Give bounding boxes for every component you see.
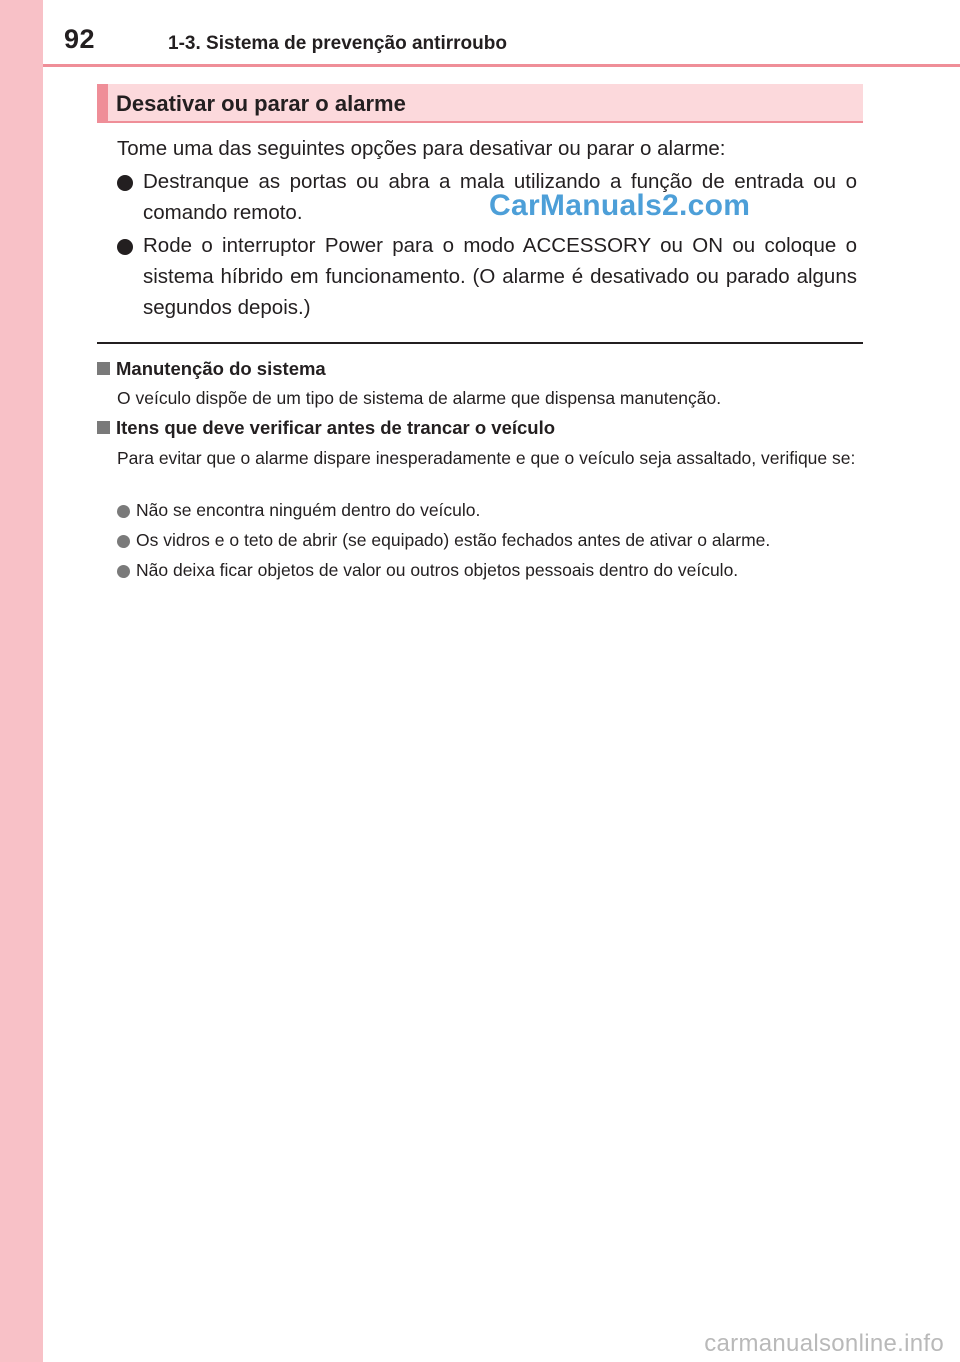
check-item-text: Os vidros e o teto de abrir (se equipado) estão fechados antes de ativar o alarme. bbox=[136, 530, 771, 550]
square-bullet-icon bbox=[97, 421, 110, 434]
check-item-text: Não se encontra ninguém dentro do veículo. bbox=[136, 500, 481, 520]
watermark: CarManuals2.com bbox=[489, 189, 751, 222]
footer-site-mark: carmanualsonline.info bbox=[704, 1330, 944, 1357]
note-heading-text: Itens que deve verificar antes de trancar o veículo bbox=[116, 417, 556, 438]
section-intro: Tome uma das seguintes opções para desativar ou parar o alarme: bbox=[117, 137, 726, 160]
note-heading bbox=[97, 416, 555, 440]
check-item-text: Não deixa ficar objetos de valor ou outros objetos pessoais dentro do veículo. bbox=[136, 560, 739, 580]
check-item bbox=[117, 559, 857, 581]
header-divider bbox=[43, 64, 960, 67]
section-title-accent bbox=[97, 84, 108, 121]
bullet-icon bbox=[117, 565, 130, 578]
option-text: Rode o interruptor Power para o modo ACCESSORY ou ON ou coloque o sistema híbrido em funcionamento. (O alarme é desativado ou parado alguns segundos depois.) bbox=[143, 234, 857, 319]
page-number: 92 bbox=[64, 24, 96, 54]
page-header bbox=[0, 0, 960, 68]
note-text: Para evitar que o alarme dispare inesperadamente e que o veículo seja assaltado, verifique se: bbox=[117, 448, 856, 468]
note-heading-text: Manutenção do sistema bbox=[116, 358, 326, 379]
bullet-icon bbox=[117, 535, 130, 548]
check-item bbox=[117, 499, 857, 521]
side-color-band bbox=[0, 0, 43, 1362]
check-item bbox=[117, 529, 857, 551]
chapter-title: 1-3. Sistema de prevenção antirroubo bbox=[168, 33, 507, 54]
square-bullet-icon bbox=[97, 362, 110, 375]
note-heading bbox=[97, 357, 326, 381]
section-title: Desativar ou parar o alarme bbox=[116, 91, 406, 116]
bullet-icon bbox=[117, 175, 133, 191]
option-item bbox=[117, 230, 857, 323]
bullet-icon bbox=[117, 239, 133, 255]
section-divider bbox=[97, 342, 863, 344]
bullet-icon bbox=[117, 505, 130, 518]
section-title-bar bbox=[97, 84, 863, 123]
note-text: O veículo dispõe de um tipo de sistema de alarme que dispensa manutenção. bbox=[117, 388, 722, 408]
option-text: Destranque as portas ou abra a mala utilizando a função de entrada ou o comando remoto. bbox=[143, 170, 857, 224]
